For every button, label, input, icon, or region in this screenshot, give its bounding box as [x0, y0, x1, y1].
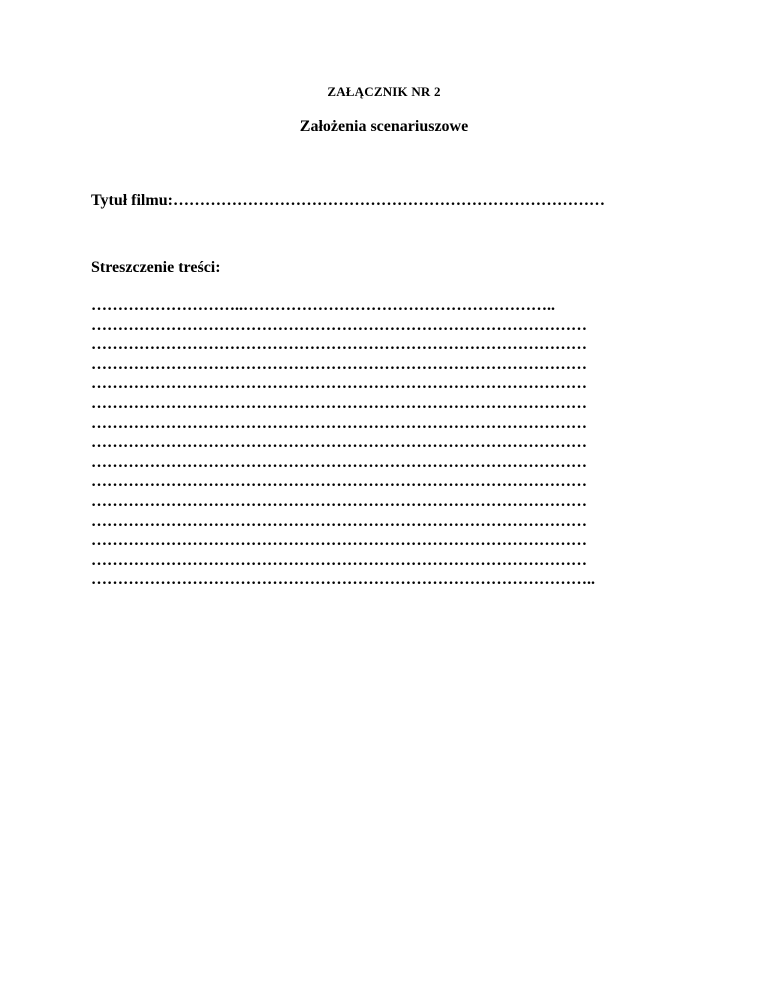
- film-title-fill-line: ………………………………………………………………………: [172, 192, 605, 209]
- summary-line: …………………………………………………………………………………: [91, 336, 587, 354]
- summary-line: …………………………………………………………………………………: [91, 453, 587, 471]
- summary-line: ………………………..…………………………………………………..: [91, 297, 555, 314]
- summary-line: …………………………………………………………………………………: [91, 316, 587, 334]
- summary-line: …………………………………………………………………………………: [91, 355, 587, 373]
- summary-line: …………………………………………………………………………………: [91, 414, 587, 432]
- summary-line: …………………………………………………………………………………: [91, 551, 587, 569]
- summary-line: …………………………………………………………………………………: [91, 434, 587, 452]
- film-title-field: [91, 192, 691, 210]
- summary-line: …………………………………………………………………………………: [91, 473, 587, 491]
- summary-line: …………………………………………………………………………………: [91, 394, 587, 412]
- film-title-label: Tytuł filmu:: [91, 192, 173, 209]
- summary-line: …………………………………………………………………………………: [91, 375, 587, 393]
- summary-line: …………………………………………………………………………………: [91, 492, 587, 510]
- summary-label: Streszczenie treści:: [91, 259, 221, 276]
- summary-line: …………………………………………………………………………………: [91, 512, 587, 530]
- summary-line: …………………………………………………………………………………: [91, 532, 587, 550]
- document-title: Założenia scenariuszowe: [299, 118, 469, 135]
- annex-label: ZAŁĄCZNIK NR 2: [327, 84, 441, 99]
- summary-fill-lines: [91, 296, 691, 590]
- summary-line: …………………………………………………………………………………..: [91, 571, 595, 589]
